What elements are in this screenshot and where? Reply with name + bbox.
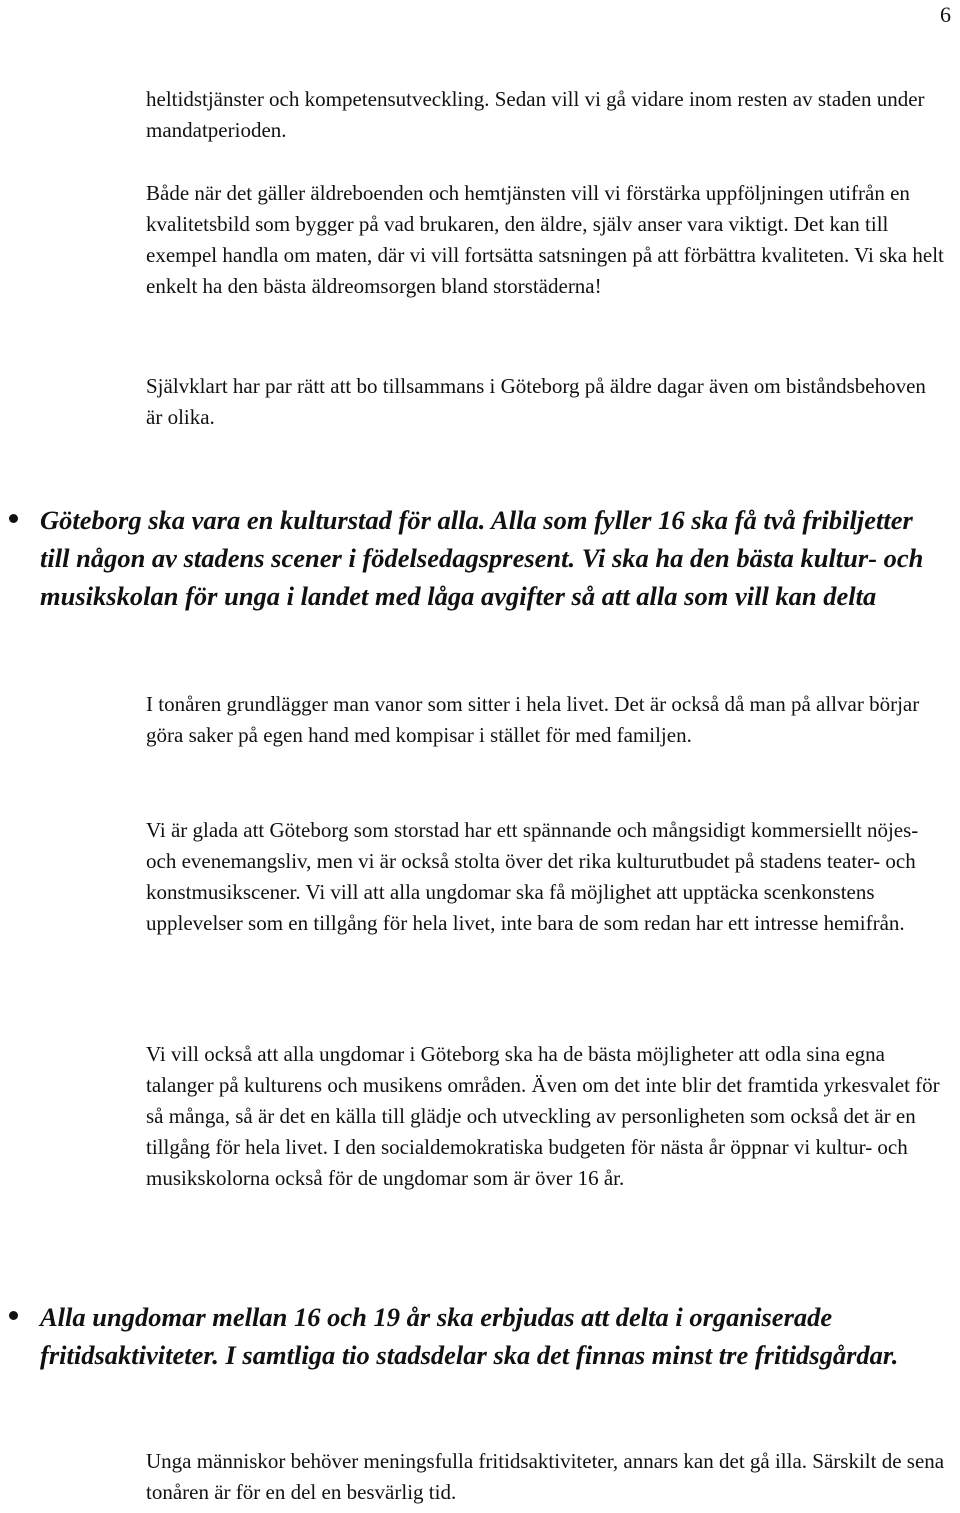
paragraph-leisure: Unga människor behöver meningsfulla fritidsaktiviteter, annars kan det gå illa. Särskilt de sena tonåren är för en del en besvärlig tid. (146, 1449, 945, 1504)
paragraph-continuation: heltidstjänster och kompetensutveckling. Sedan vill vi gå vidare inom resten av staden under mandatperioden. (146, 87, 925, 142)
bullet-icon (9, 1311, 18, 1320)
paragraph-elderly-care: Både när det gäller äldreboenden och hemtjänsten vill vi förstärka uppföljningen utifrån en kvalitetsbild som bygger på vad brukaren, den äldre, själv anser vara viktigt. Det kan till exempel handla om maten, där vi vill fortsätta satsningen på att förbättra kvaliteten. Vi ska helt enkelt ha den bästa äldreomsorgen bland storstäderna! (146, 181, 944, 298)
paragraph-couples: Självklart har par rätt att bo tillsammans i Göteborg på äldre dagar även om biståndsbehoven är olika. (146, 374, 926, 429)
leisure-heading: Alla ungdomar mellan 16 och 19 år ska erbjudas att delta i organiserade fritidsaktiviteter. I samtliga tio stadsdelar ska det finnas minst tre fritidsgårdar. (40, 1302, 899, 1370)
leisure-heading-block (40, 1298, 940, 1374)
paragraph-teen-habits: I tonåren grundlägger man vanor som sitter i hela livet. Det är också då man på allvar börjar göra saker på egen hand med kompisar i stället för med familjen. (146, 692, 920, 747)
culture-heading-block (40, 501, 940, 615)
paragraph-culture-offer: Vi är glada att Göteborg som storstad har ett spännande och mångsidigt kommersiellt nöjes- och evenemangsliv, men vi är också stolta över det rika kulturutbudet på stadens teater- och konstmusikscener. Vi vill att alla ungdomar ska få möjlighet att upptäcka scenkonstens upplevelser som en tillgång för hela livet, inte bara de som redan har ett intresse hemifrån. (146, 818, 919, 935)
culture-heading: Göteborg ska vara en kulturstad för alla. Alla som fyller 16 ska få två fribiljetter till någon av stadens scener i födelsedagspresent. Vi ska ha den bästa kultur- och musikskolan för unga i landet med låga avgifter så att alla som vill kan delta (40, 505, 924, 611)
page-number: 6 (940, 2, 951, 27)
bullet-icon (9, 514, 18, 523)
paragraph-talents: Vi vill också att alla ungdomar i Göteborg ska ha de bästa möjligheter att odla sina egna talanger på kulturens och musikens områden. Även om det inte blir det framtida yrkesvalet för så många, så är det en källa till glädje och utveckling av personligheten som också det är en tillgång för hela livet. I den socialdemokratiska budgeten för nästa år öppnar vi kultur- och musikskolorna också för de ungdomar som är över 16 år. (146, 1042, 940, 1190)
